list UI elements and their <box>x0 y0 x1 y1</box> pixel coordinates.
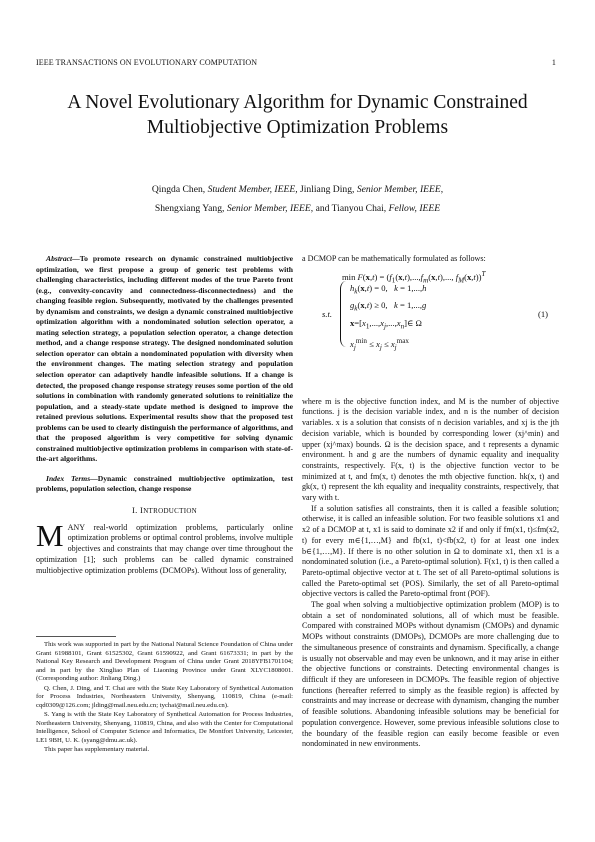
equation-inequality: $g_k(x,t) \ge 0$, k = 1,...,g <box>350 299 427 313</box>
section-title-rest: NTRODUCTION <box>143 507 198 516</box>
dominance-definition: If a solution satisfies all constraints, then it is called a feasible solution; otherwise, it is called an infeasible solution. For two feasible solutions x1 and x2 of a DCMOP at t, x1 is said to dominate x2 if and only if fm(x1, t)≤fm(x2, t) for every m∈{1,…,M} and fb(x1, t)<fb(x2, t) for at least one index b∈{1,…,M}. If there is no other solution in Ω to dominate x1, then x1 is a nondominated solution (i.e., a Pareto-optimal solution). F(x1, t) is then called a Pareto-optimal objective vector at t. The set of all Pareto-optimal solutions is called the Pareto-optimal set (POS). Similarly, the set of all Pareto-optimal objective vectors is called the Pareto-optimal front (POF). <box>302 503 559 599</box>
equation-number: (1) <box>538 308 549 319</box>
equation-bounds: $x_j^{min} \le x_j \le x_j^{max}$ <box>350 336 409 352</box>
drop-cap: M <box>36 517 64 553</box>
footnote-supplementary: This paper has supplementary material. <box>44 746 150 753</box>
abstract-label: Abstract <box>46 254 73 263</box>
index-terms-label: Index Terms <box>46 473 91 483</box>
author-name: Shengxiang Yang, <box>154 203 225 214</box>
equation-brace <box>340 281 346 347</box>
author-role: Senior Member, IEEE, <box>226 203 314 214</box>
author-role: Student Member, IEEE, <box>207 184 298 195</box>
left-column <box>36 254 293 576</box>
formulation-intro: a DCMOP can be mathematically formulated as follows: <box>302 254 486 263</box>
author-line-2 <box>40 199 555 218</box>
intro-paragraph <box>36 517 293 577</box>
author-name: Jinliang Ding, <box>300 184 355 195</box>
index-terms: Index Terms—Dynamic constrained multiobjective optimization, test problems, population selection, change response <box>36 473 294 494</box>
equation-objective: $\min F(x,t) = (f_1(x,t),...,f_m(x,t)$,..., $f_M(x,t))^T$ <box>342 269 486 285</box>
page-number: 1 <box>551 58 556 67</box>
author-role: Fellow, IEEE <box>388 203 441 214</box>
intro-text: ANY real-world optimization problems, particularly online optimization problems or optimal control problems, involve multiple objectives and constraints that may change over time throughout the optimization [1]; such problems can be called dynamic constrained multiobjective optimization problems (DCMOPs). Without loss of generality, <box>36 522 293 575</box>
abstract-text: To promote research on dynamic constrained multiobjective optimization, we first propose a group of generic test problems with challenging characteristics, including different modes of the true Pareto front (e.g., convexity-concavity and connectedness-disconnectedness) and the changing feasible region. Subsequently, motivated by the challenges presented by dynamism and constraints, we design a dynamic constrained multiobjective optimization algorithm with a nondominated solution selection operator, a mating selection strategy, a population selection operator, a change detection method, and a change response strategy. The designed nondominated solution selection operator can obtain a nondominated population with diversity when the environment changes. The mating selection strategy and population selection operator can adaptively handle infeasible solutions. If a change is detected, the proposed change response strategy reuses some portion of the old solutions in combination with randomly generated solutions to reinitialize the population, and a steady-state update method is designed to improve the retained previous solutions. Experimental results show that the proposed test problems can be used to clearly distinguish the performance of algorithms, and that the proposed algorithm is very competitive for solving dynamic constrained multiobjective optimization problems in comparison with state-of-the-art algorithms. <box>36 254 293 464</box>
equation-equality: $h_k(x,t) = 0$, k = 1,...,h <box>350 282 427 296</box>
footnote-rule <box>36 636 116 637</box>
footnote-affiliation-2: S. Yang is with the State Key Laboratory of Synthetical Automation for Process Industries, Northeastern University, Shenyang, 110819, China, and also with the Center for Computational Intelligence, School of Computer Science and Informatics, De Montfort University, Leicester, LE1 9BH, U. K. (syang@dmu.ac.uk). <box>36 711 293 744</box>
paper-title: A Novel Evolutionary Algorithm for Dynamic Constrained Multiobjective Optimization Problems <box>67 92 528 138</box>
equation-decision-space: $x=[x_1,...,x_j,...,x_n]\in$ Ω <box>350 317 422 331</box>
author-name: Qingda Chen, <box>151 184 206 195</box>
footnote-funding: This work was supported in part by the National Natural Science Foundation of China under Grant 61988101, Grant 61525302, Grant 61590922, and Grant 61673331; in part by the National Key Research and Development Program of China under Grant 2018YFB1701104; and in part by the Xingliao Plan of Liaoning Province under Grant XLYC1808001. (Corresponding author: Jinliang Ding.) <box>36 641 293 682</box>
author-line-1 <box>40 180 555 199</box>
author-list <box>40 180 555 218</box>
running-header <box>36 58 556 67</box>
section-title-initial: I <box>140 505 144 516</box>
footnote-affiliation-1: Q. Chen, J. Ding, and T. Chai are with the State Key Laboratory of Synthetical Automation for Process Industries, Northeastern University, Shenyang, 110819, China (e-mail: cqd0309@126.com; jlding@mail.neu.edu.cn; tychai@mail.neu.edu.cn). <box>36 684 293 709</box>
index-terms-text: Dynamic constrained multiobjective optimization, test problems, population selection, change response <box>36 473 294 494</box>
journal-name: IEEE TRANSACTIONS ON EVOLUTIONARY COMPUTATION <box>36 58 258 67</box>
variable-definitions: where m is the objective function index, and M is the number of objective functions. j is the decision variable index, and n is the number of decision variables. x is a solution that consists of n decision variables, and xj is the jth decision variable, which is bounded by corresponding lower (xj^min) and upper (xj^max) bounds. Ω is the decision space, and t represents a dynamic environment. h and g are the numbers of dynamic equality and inequality constraints, respectively. F(x, t) is the objective function vector to be minimized at t, and fm(x, t) denotes the mth objective function. hk(x, t) and gk(x, t) represent the kth equality and inequality constraints, respectively, that vary with t. <box>302 396 559 503</box>
section-numeral: I. <box>131 505 138 516</box>
challenges-paragraph: The goal when solving a multiobjective optimization problem (MOP) is to obtain a set of nondominated solutions, all of which must be feasible. Compared with constrained MOPs without dynamism (CMOPs) and dynamic MOPs without constraints (DMOPs), DCMOPs are more challenging due to the simultaneous presence of constraints and dynamism. Specifically, a change is usually not observable and may even be unknown, and it may arise in either the objective functions or constraints. Detecting environmental changes is difficult if they are unforeseen in DCMOPs. The feasible region of objective functions (hereafter referred to simply as the feasible region) is affected by constraints and may increase or decrease with dynamism, changing the number of feasible solutions. Abandoning infeasible solutions may be beneficial for population convergence. However, some previous infeasible solutions close to the boundary of the feasible region can easily become feasible or even nondominated in new environments. <box>302 600 559 749</box>
right-column <box>302 254 559 750</box>
footnotes <box>36 636 293 756</box>
equation-st: s.t. <box>322 308 333 319</box>
equation-1 <box>302 267 559 393</box>
author-role: Senior Member, IEEE, <box>356 184 444 195</box>
section-heading <box>36 505 293 517</box>
abstract: Abstract—To promote research on dynamic constrained multiobjective optimization, we first propose a group of generic test problems with challenging characteristics, including different modes of the true Pareto front (e.g., convexity-concavity and connectedness-disconnectedness) and the changing feasible region. Subsequently, motivated by the challenges presented by dynamism and constraints, we design a dynamic constrained multiobjective optimization algorithm with a nondominated solution selection operator, a mating selection strategy, a population selection operator, a change detection method, and a change response strategy. The designed nondominated solution selection operator can obtain a nondominated population with diversity when the environment changes. The mating selection strategy and population selection operator can adaptively handle infeasible solutions. If a change is detected, the proposed change response strategy reuses some portion of the old solutions in combination with randomly generated solutions to reinitialize the population, and a steady-state update method is designed to improve the retained previous solutions. Experimental results show that the proposed test problems can be used to clearly distinguish the performance of algorithms, and that the proposed algorithm is very competitive for solving dynamic constrained multiobjective optimization problems in comparison with state-of-the-art algorithms. <box>36 254 293 464</box>
author-name: and Tianyou Chai, <box>315 203 387 214</box>
